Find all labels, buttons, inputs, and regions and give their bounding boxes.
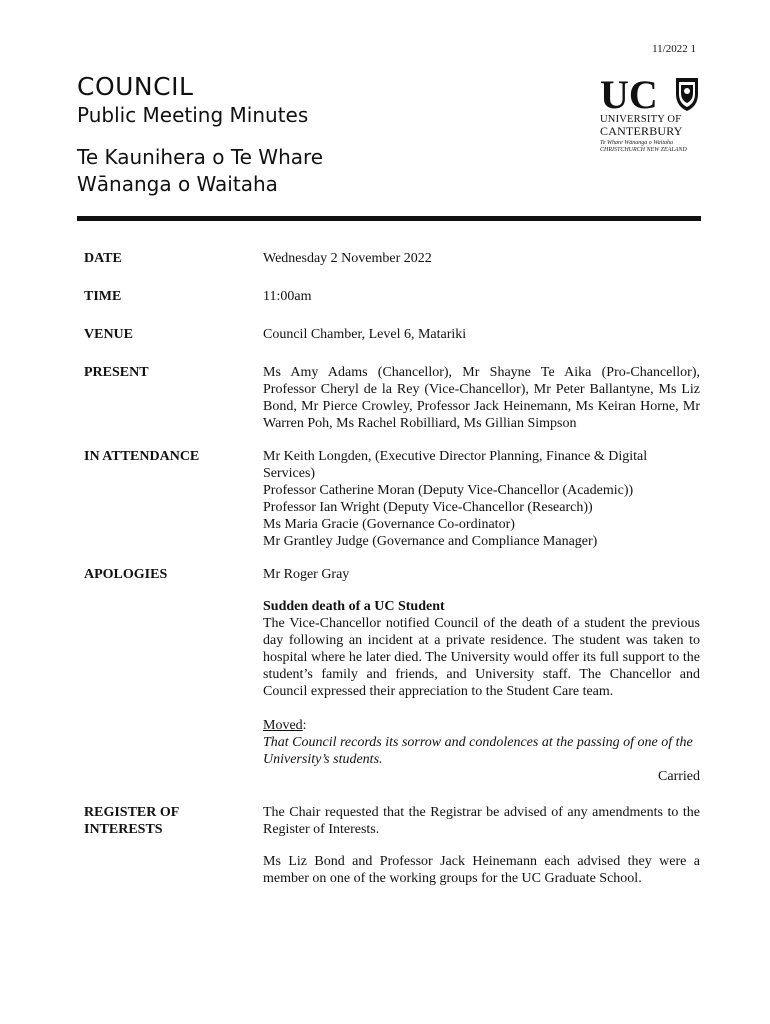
death-notice-row <box>84 598 700 785</box>
logo-tagline-line1: Te Whare Wānanga o Waitaha <box>600 140 674 146</box>
maori-title: Te Kaunihera o Te Whare Wānanga o Waitaha <box>77 145 324 196</box>
register-row <box>84 804 700 887</box>
register-label-line2: INTERESTS <box>84 822 163 837</box>
attendance-row <box>84 448 700 550</box>
time-label: TIME <box>84 289 122 304</box>
time-value: 11:00am <box>263 289 312 304</box>
death-notice-label-spacer <box>84 598 263 785</box>
uc-wordmark: UC <box>600 74 658 112</box>
page-subtitle: Public Meeting Minutes <box>77 103 309 127</box>
venue-row <box>84 326 700 343</box>
register-label-line1: REGISTER OF <box>84 805 180 820</box>
apologies-row <box>84 566 700 583</box>
logo-tagline <box>600 140 700 154</box>
date-label: DATE <box>84 251 122 266</box>
present-value: Ms Amy Adams (Chancellor), Mr Shayne Te Aika (Pro-Chancellor), Professor Cheryl de la Rey (Vice-Chancellor), Mr Peter Ballantyne, Ms Liz Bond, Mr Pierce Crowley, Professor Jack Heinemann, Ms Keiran Horne, Mr Warren Poh, Ms Rachel Robilliard, Ms Gillian Simpson <box>263 365 700 431</box>
attendance-label: IN ATTENDANCE <box>84 449 200 464</box>
uc-crest-icon <box>600 74 700 112</box>
register-label <box>84 804 263 887</box>
logo-university-line2: CANTERBURY <box>600 124 683 138</box>
death-notice-title: Sudden death of a UC Student <box>263 599 445 614</box>
moved-line: Moved: <box>263 718 307 733</box>
page-title: COUNCIL <box>77 72 194 101</box>
attendance-item: Mr Keith Longden, (Executive Director Planning, Finance & Digital Services) <box>263 449 648 481</box>
attendance-item: Professor Catherine Moran (Deputy Vice-Chancellor (Academic)) <box>263 483 634 498</box>
venue-label: VENUE <box>84 327 134 342</box>
death-notice <box>263 598 700 785</box>
register-para2: Ms Liz Bond and Professor Jack Heinemann each advised they were a member on one of the working groups for the UC Graduate School. <box>263 854 700 886</box>
attendance-list <box>263 448 700 550</box>
document-heading <box>77 72 397 198</box>
time-row <box>84 288 700 305</box>
register-content <box>263 804 700 887</box>
present-row <box>84 364 700 432</box>
date-row <box>84 250 700 271</box>
page-reference: 11/2022 1 <box>652 43 696 55</box>
venue-value: Council Chamber, Level 6, Matariki <box>263 327 467 342</box>
motion-text: That Council records its sorrow and condolences at the passing of one of the University’s students. <box>263 735 693 767</box>
register-para1: The Chair requested that the Registrar be advised of any amendments to the Register of Interests. <box>263 805 700 837</box>
minutes-body <box>84 246 700 887</box>
motion-result: Carried <box>658 769 700 784</box>
logo-tagline-line2: CHRISTCHURCH NEW ZEALAND <box>600 147 687 153</box>
moved-label: Moved <box>263 718 303 733</box>
university-logo <box>600 74 700 154</box>
header-divider <box>77 216 701 221</box>
present-label: PRESENT <box>84 365 149 380</box>
attendance-item: Mr Grantley Judge (Governance and Compliance Manager) <box>263 534 598 549</box>
date-value: Wednesday 2 November 2022 <box>263 251 432 266</box>
attendance-item: Professor Ian Wright (Deputy Vice-Chancellor (Research)) <box>263 500 593 515</box>
death-notice-body: The Vice-Chancellor notified Council of the death of a student the previous day following an incident at a private residence. The student was taken to hospital where he later died. The University would offer its full support to the student’s family and friends, and University staff. The Chancellor and Council expressed their appreciation to the Student Care team. <box>263 616 700 699</box>
apologies-label: APOLOGIES <box>84 567 168 582</box>
apologies-value: Mr Roger Gray <box>263 567 350 582</box>
logo-university-line1: UNIVERSITY OF <box>600 114 682 125</box>
attendance-item: Ms Maria Gracie (Governance Co-ordinator) <box>263 517 515 532</box>
